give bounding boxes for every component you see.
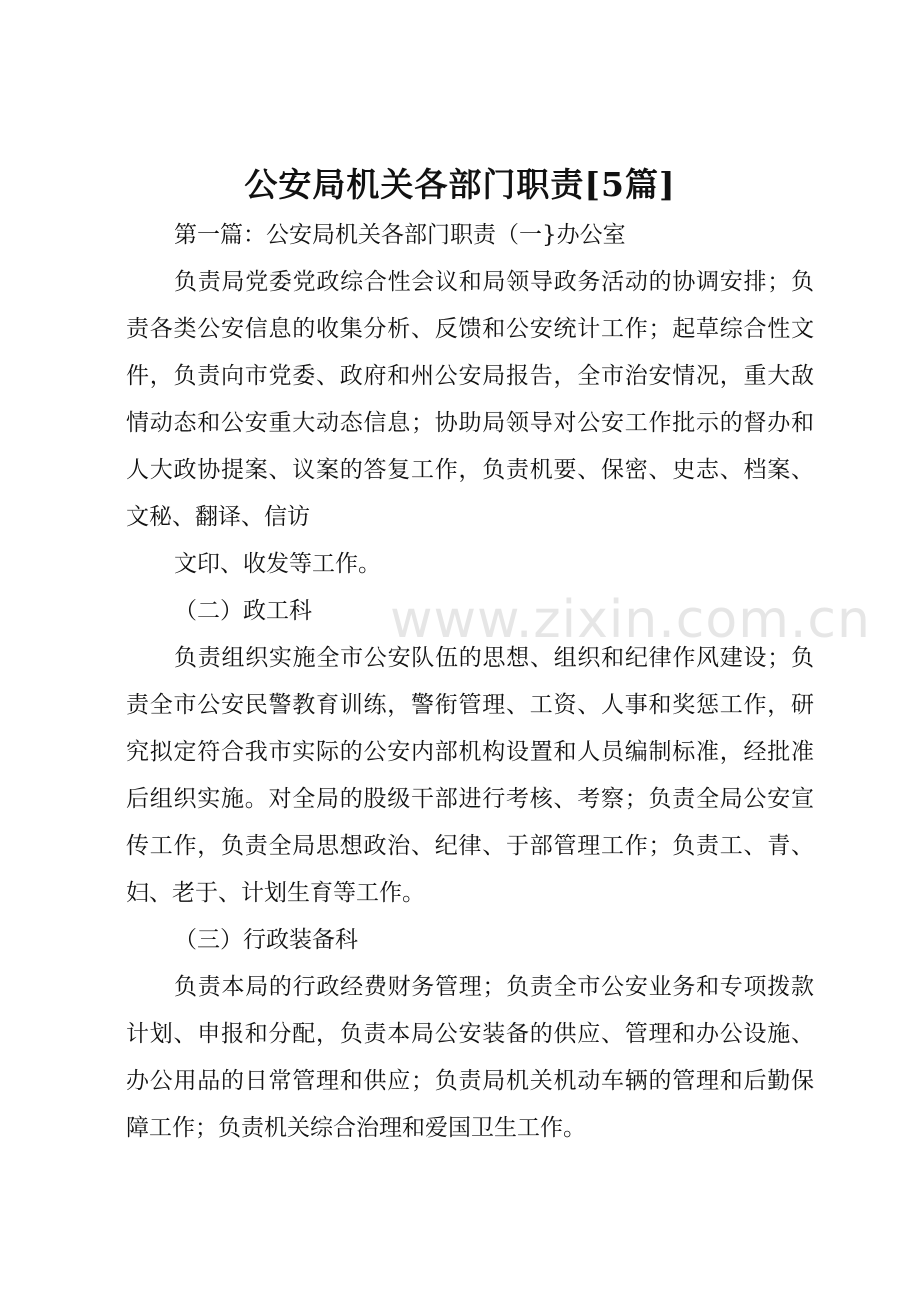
watermark: www.zixin.com.cn — [390, 590, 871, 650]
paragraph-office-duties: 负责局党委党政综合性会议和局领导政务活动的协调安排；负责各类公安信息的收集分析、反馈和公安统计工作；起草综合性文件，负责向市党委、政府和州公安局报告，全市治安情况，重大敌情动态和公安重大动态信息；协助局领导对公安工作批示的督办和人大政协提案、议案的答复工作，负责机要、保密、史志、档案、文秘、翻译、信访 — [126, 269, 814, 530]
section-heading-admin-equipment: （三）行政装备科 — [174, 927, 358, 953]
document-title: 公安局机关各部门职责[5篇] — [244, 165, 676, 204]
paragraph-admin-equipment-duties: 负责本局的行政经费财务管理；负责全市公安业务和专项拨款计划、申报和分配，负责本局公安装备的供应、管理和办公设施、办公用品的日常管理和供应；负责局机关机动车辆的管理和后勤保障工作；负责机关综合治理和爱国卫生工作。 — [126, 974, 814, 1141]
paragraph-political-work-duties: 负责组织实施全市公安队伍的思想、组织和纪律作风建设；负责全市公安民警教育训练，警衔管理、工资、人事和奖惩工作，研究拟定符合我市实际的公安内部机构设置和人员编制标准，经批准后组织实施。对全局的股级干部进行考核、考察；负责全局公安宣传工作，负责全局思想政治、纪律、于部管理工作；负责工、青、妇、老于、计划生育等工作。 — [126, 645, 814, 906]
document-body — [126, 212, 814, 1152]
paragraph-part-one-heading: 第一篇：公安局机关各部门职责（一}办公室 — [174, 222, 626, 248]
section-heading-political-work: （二）政工科 — [174, 598, 312, 624]
paragraph-office-duties-continued: 文印、收发等工作。 — [174, 551, 381, 577]
